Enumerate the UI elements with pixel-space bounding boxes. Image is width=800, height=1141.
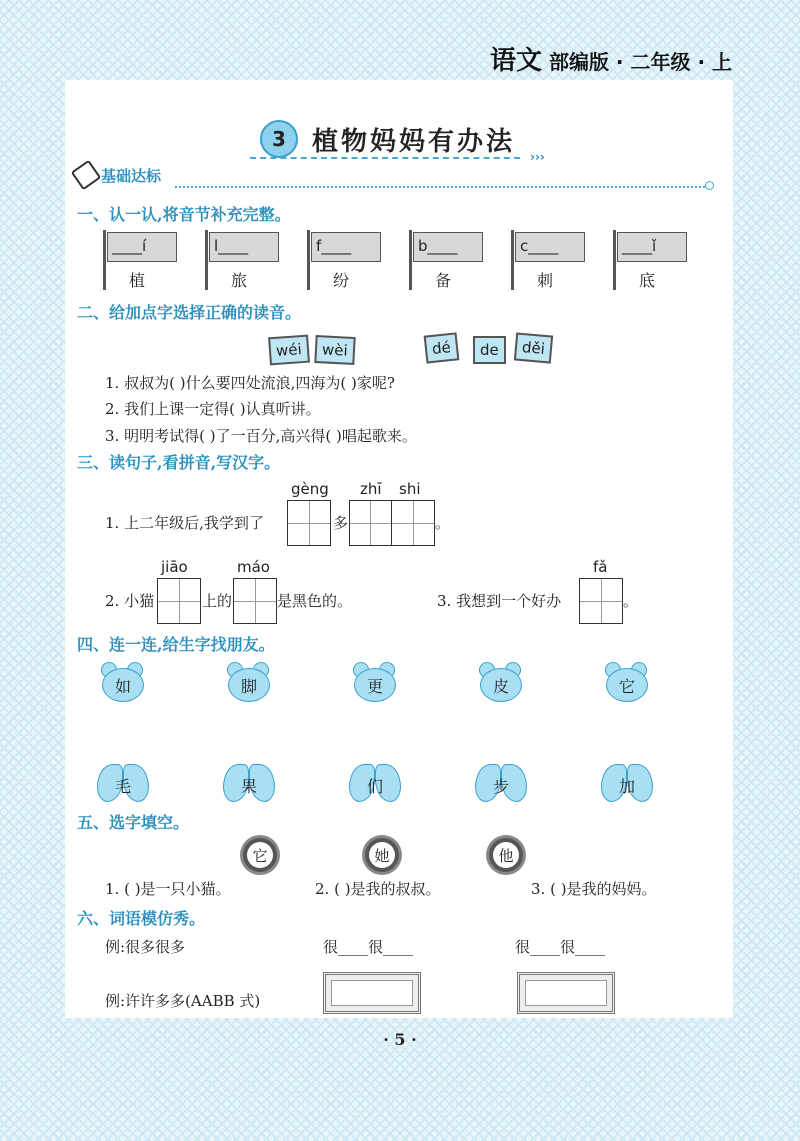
sentence-3-1: 1. 上二年级后,我学到了 xyxy=(105,514,264,532)
book-header xyxy=(490,40,732,77)
flag-char: 旅 xyxy=(231,271,248,290)
sentence-3-1-mid: 多 xyxy=(333,514,349,532)
arrow-icon: ››› xyxy=(530,150,545,164)
answer-board[interactable] xyxy=(323,972,421,1014)
pencil-icon xyxy=(71,160,102,191)
edition-label: 部编版 · 二年级 · 上 xyxy=(548,50,732,74)
bear-card[interactable]: 更 xyxy=(351,662,397,700)
pinyin-card: wéi xyxy=(268,335,310,366)
writing-grid[interactable] xyxy=(349,500,435,546)
pinyin-card: dé xyxy=(424,332,459,363)
flag-pinyin[interactable]: l____ xyxy=(209,232,279,262)
section-2-title: 二、给加点字选择正确的读音。 xyxy=(77,303,302,322)
question-2-1: 1. 叔叔为( )什么要四处流浪,四海为( )家呢? xyxy=(105,374,395,392)
flag-pinyin[interactable]: b____ xyxy=(413,232,483,262)
divider-end-icon xyxy=(705,181,714,190)
flag-pinyin[interactable]: ____í xyxy=(107,232,177,262)
butterfly-card[interactable]: 们 xyxy=(349,764,401,804)
pinyin-card: de xyxy=(473,336,506,364)
writing-grid[interactable] xyxy=(233,578,277,624)
lesson-title: 植物妈妈有办法 xyxy=(312,126,516,157)
lesson-number: 3 xyxy=(260,120,298,158)
flag-item xyxy=(103,230,183,294)
sentence-3-3: 3. 我想到一个好办 xyxy=(437,592,562,610)
flag-pinyin[interactable]: ____ǐ xyxy=(617,232,687,262)
flag-char: 纷 xyxy=(333,271,350,290)
sentence-3-1-end: 。 xyxy=(435,514,451,532)
flag-char: 备 xyxy=(435,271,452,290)
subject-label: 语文 xyxy=(489,46,542,76)
bear-card[interactable]: 如 xyxy=(99,662,145,700)
gear-char: 它 xyxy=(243,838,277,872)
bear-card[interactable]: 皮 xyxy=(477,662,523,700)
question-2-2: 2. 我们上课一定得( )认真听讲。 xyxy=(105,400,321,418)
butterfly-card[interactable]: 步 xyxy=(475,764,527,804)
pinyin-label: zhī xyxy=(360,480,382,498)
section-divider xyxy=(175,186,705,188)
flag-item xyxy=(205,230,285,294)
example-2: 例:许许多多(AABB 式) xyxy=(105,992,261,1010)
flag-pinyin[interactable]: c____ xyxy=(515,232,585,262)
blank-phrase-2[interactable]: 很____很____ xyxy=(515,938,606,956)
gear-char: 他 xyxy=(489,838,523,872)
question-5-2: 2. ( )是我的叔叔。 xyxy=(315,880,441,898)
pinyin-label: shi xyxy=(399,480,421,498)
flag-char: 刺 xyxy=(537,271,554,290)
lesson-title-block xyxy=(260,120,515,158)
basic-section-label xyxy=(75,164,161,186)
answer-board[interactable] xyxy=(517,972,615,1014)
section-4-title: 四、连一连,给生字找朋友。 xyxy=(77,635,275,654)
pinyin-label: fǎ xyxy=(593,558,608,576)
butterfly-card[interactable]: 果 xyxy=(223,764,275,804)
writing-grid[interactable] xyxy=(579,578,623,624)
butterfly-card[interactable]: 毛 xyxy=(97,764,149,804)
page-number: · 5 · xyxy=(383,1030,417,1049)
flag-char: 植 xyxy=(129,271,146,290)
sentence-3-3-end: 。 xyxy=(623,592,639,610)
example-1: 例:很多很多 xyxy=(105,938,186,956)
question-2-3: 3. 明明考试得( )了一百分,高兴得( )唱起歌来。 xyxy=(105,427,417,445)
section-3-title: 三、读句子,看拼音,写汉字。 xyxy=(77,453,281,472)
title-divider xyxy=(250,157,520,159)
writing-grid[interactable] xyxy=(287,500,331,546)
flag-item xyxy=(613,230,693,294)
section-1-title: 一、认一认,将音节补充完整。 xyxy=(77,205,291,224)
gear-char: 她 xyxy=(365,838,399,872)
butterfly-card[interactable]: 加 xyxy=(601,764,653,804)
bear-card[interactable]: 它 xyxy=(603,662,649,700)
sentence-3-2: 2. 小猫 xyxy=(105,592,155,610)
basic-label-text: 基础达标 xyxy=(101,166,162,185)
pinyin-label: gèng xyxy=(291,480,329,498)
section-6-title: 六、词语模仿秀。 xyxy=(77,909,206,928)
sentence-3-2-mid: 上的 xyxy=(202,592,233,610)
sentence-3-2-end: 是黑色的。 xyxy=(277,592,353,610)
pinyin-label: máo xyxy=(237,558,270,576)
blank-phrase-1[interactable]: 很____很____ xyxy=(323,938,414,956)
flag-pinyin[interactable]: f____ xyxy=(311,232,381,262)
flag-item xyxy=(511,230,591,294)
pinyin-card: děi xyxy=(514,332,553,363)
question-5-3: 3. ( )是我的妈妈。 xyxy=(531,880,657,898)
flag-item xyxy=(409,230,489,294)
flag-char: 底 xyxy=(639,271,656,290)
worksheet-sheet xyxy=(65,80,733,1018)
section-5-title: 五、选字填空。 xyxy=(77,813,190,832)
pinyin-label: jiāo xyxy=(161,558,188,576)
flag-item xyxy=(307,230,387,294)
bear-card[interactable]: 脚 xyxy=(225,662,271,700)
pinyin-card: wèi xyxy=(314,335,355,365)
question-5-1: 1. ( )是一只小猫。 xyxy=(105,880,231,898)
writing-grid[interactable] xyxy=(157,578,201,624)
